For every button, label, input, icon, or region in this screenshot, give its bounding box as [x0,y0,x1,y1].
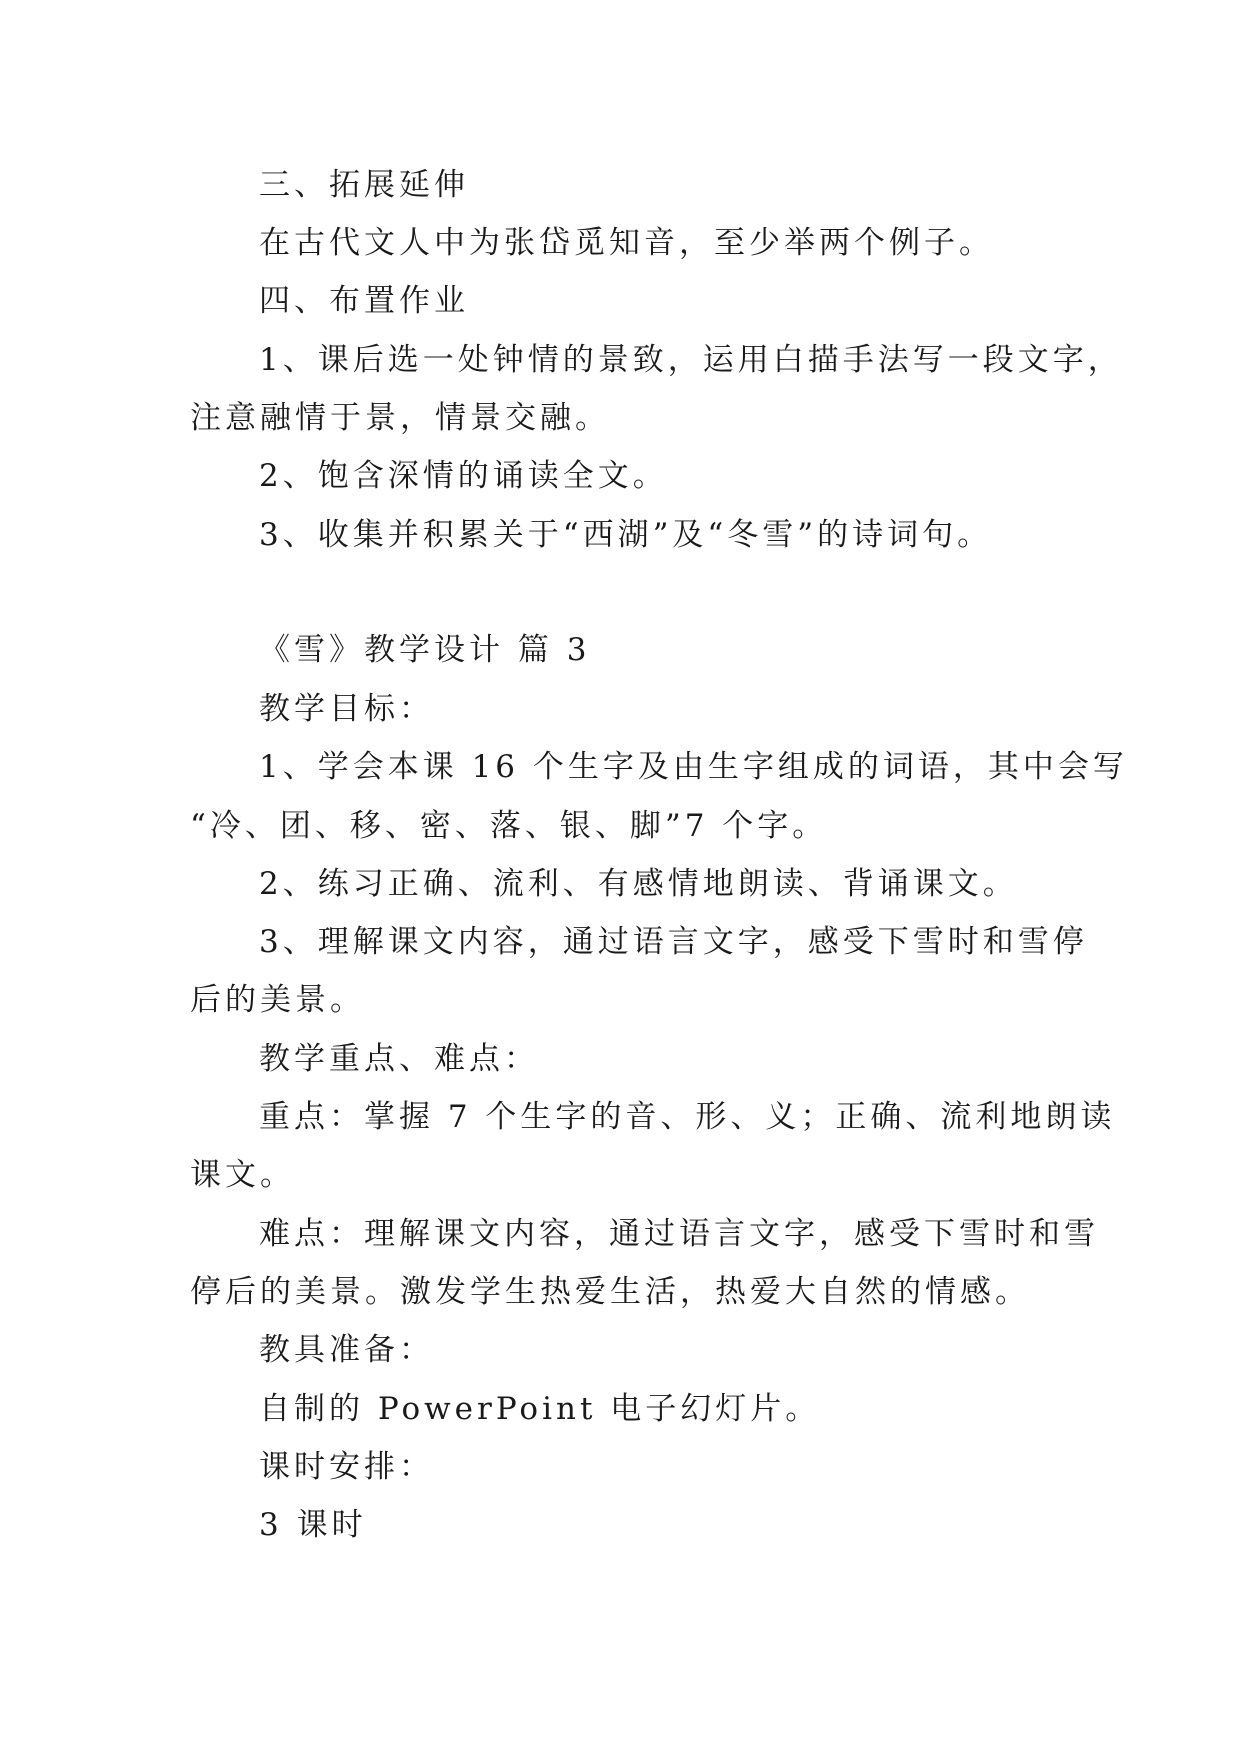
key-point-line2: 课文。 [190,1157,295,1193]
section4-heading: 四、布置作业 [259,283,469,319]
schedule-label: 课时安排： [259,1449,434,1485]
tools-body: 自制的 PowerPoint 电子幻灯片。 [259,1391,821,1427]
keypoints-label: 教学重点、难点： [259,1041,539,1077]
difficulty-line1: 难点：理解课文内容，通过语言文字，感受下雪时和雪 [259,1216,1099,1252]
goal-item-3-line2: 后的美景。 [190,982,365,1018]
goal-item-1-line1: 1、学会本课 16 个生字及由生字组成的词语，其中会写 [259,749,1128,785]
goal-item-1-line2: “冷、团、移、密、落、银、脚”7 个字。 [190,808,828,844]
section3-heading: 三、拓展延伸 [259,167,469,203]
homework-item-3: 3、收集并积累关于“西湖”及“冬雪”的诗词句。 [259,517,993,553]
tools-label: 教具准备： [259,1332,434,1368]
key-point-line1: 重点：掌握 7 个生字的音、形、义；正确、流利地朗读 [259,1099,1116,1135]
homework-item-2: 2、饱含深情的诵读全文。 [259,458,668,494]
homework-item-1-line1: 1、课后选一处钟情的景致，运用白描手法写一段文字， [259,342,1123,378]
section3-body: 在古代文人中为张岱觅知音，至少举两个例子。 [259,225,994,261]
goal-item-2: 2、练习正确、流利、有感情地朗读、背诵课文。 [259,866,1018,902]
schedule-body: 3 课时 [259,1507,367,1543]
goals-label: 教学目标： [259,691,434,727]
homework-item-1-line2: 注意融情于景，情景交融。 [190,400,610,436]
difficulty-line2: 停后的美景。激发学生热爱生活，热爱大自然的情感。 [190,1274,1030,1310]
goal-item-3-line1: 3、理解课文内容，通过语言文字，感受下雪时和雪停 [259,924,1088,960]
article-title: 《雪》教学设计 篇 3 [259,632,591,668]
